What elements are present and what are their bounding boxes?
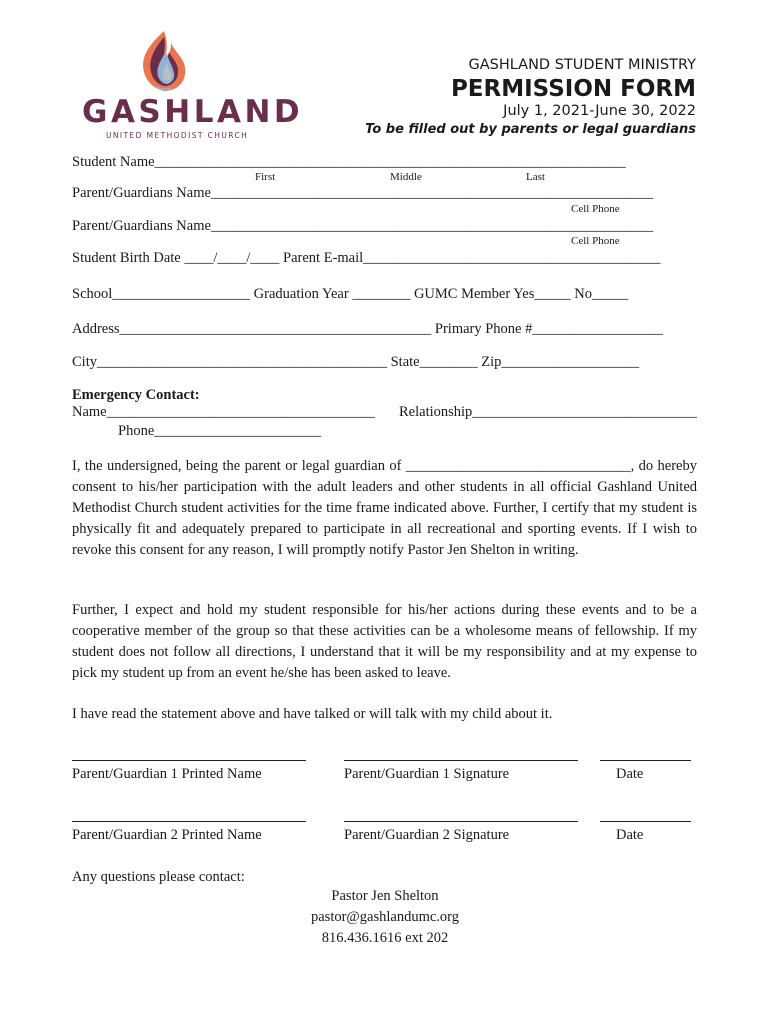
school-graduation-member-field[interactable]: School___________________ Graduation Year ________ GUMC Member Yes_____ No_____ [72,286,629,302]
parent-guardian-name-field-1[interactable]: Parent/Guardians Name_____________________________________________________________ [72,185,654,201]
emergency-phone-field[interactable]: Phone_______________________ [118,423,321,439]
p2-signature-label: Parent/Guardian 2 Signature [344,827,510,843]
p2-date-label: Date [616,827,644,843]
student-name-field[interactable]: Student Name_________________________________________________________________ [72,154,626,170]
p2-printed-name-label: Parent/Guardian 2 Printed Name [72,827,262,843]
responsibility-paragraph: Further, I expect and hold my student responsible for his/her actions during these events and to be a cooperative member of the group so that these activities can be a wholesome means of fellowship. If my student does not follow all directions, I understand that it will be my responsibility and at my expense to pick my student up from an event he/she has been asked to leave. [72,602,697,681]
city-state-zip-field[interactable]: City________________________________________ State________ Zip___________________ [72,354,640,370]
last-name-label: Last [526,171,545,183]
p1-printed-name-line[interactable] [72,760,306,761]
cell-phone-label-1: Cell Phone [571,203,620,215]
logo-subtitle: UNITED METHODIST CHURCH [106,131,249,140]
middle-name-label: Middle [390,171,422,183]
form-instructions: To be filled out by parents or legal guardians [365,122,696,137]
p1-printed-name-label: Parent/Guardian 1 Printed Name [72,766,262,782]
contact-intro: Any questions please contact: [72,869,245,885]
address-phone-field[interactable]: Address___________________________________________ Primary Phone #__________________ [72,321,663,337]
birth-date-email-field[interactable]: Student Birth Date ____/____/____ Parent E-mail_________________________________________ [72,250,661,266]
p1-signature-label: Parent/Guardian 1 Signature [344,766,510,782]
emergency-contact-heading: Emergency Contact: [72,387,200,403]
emergency-name-field[interactable]: Name_____________________________________ [72,404,375,420]
first-name-label: First [255,171,276,183]
form-dates: July 1, 2021-June 30, 2022 [503,103,696,119]
consent-paragraph: I, the undersigned, being the parent or legal guardian of _______________________________, do hereby consent to his/her participation with the adult leaders and other students in all official Gashland United Methodist Church student activities for the time frame indicated above. Further, I certify that my student is physically fit and adequately prepared to participate in all recreational and sporting events. If I wish to revoke this consent for any reason, I will promptly notify Pastor Jen Shelton in writing. [72,458,697,558]
p2-signature-line[interactable] [344,821,578,822]
parent-guardian-name-field-2[interactable]: Parent/Guardians Name_____________________________________________________________ [72,218,654,234]
p2-printed-name-line[interactable] [72,821,306,822]
emergency-relationship-field[interactable]: Relationship_______________________________ [399,404,698,420]
p2-date-line[interactable] [600,821,691,822]
logo-wordmark: GASHLAND [82,94,304,130]
form-title: PERMISSION FORM [450,76,696,102]
ministry-name: GASHLAND STUDENT MINISTRY [468,57,696,73]
p1-date-label: Date [616,766,644,782]
acknowledgement-paragraph: I have read the statement above and have talked or will talk with my child about it. [72,706,553,722]
p1-signature-line[interactable] [344,760,578,761]
contact-email[interactable]: pastor@gashlandumc.org [311,909,459,925]
contact-phone: 816.436.1616 ext 202 [321,930,449,946]
p1-date-line[interactable] [600,760,691,761]
cell-phone-label-2: Cell Phone [571,235,620,247]
contact-name: Pastor Jen Shelton [331,888,439,904]
church-flame-logo-icon [138,30,190,92]
